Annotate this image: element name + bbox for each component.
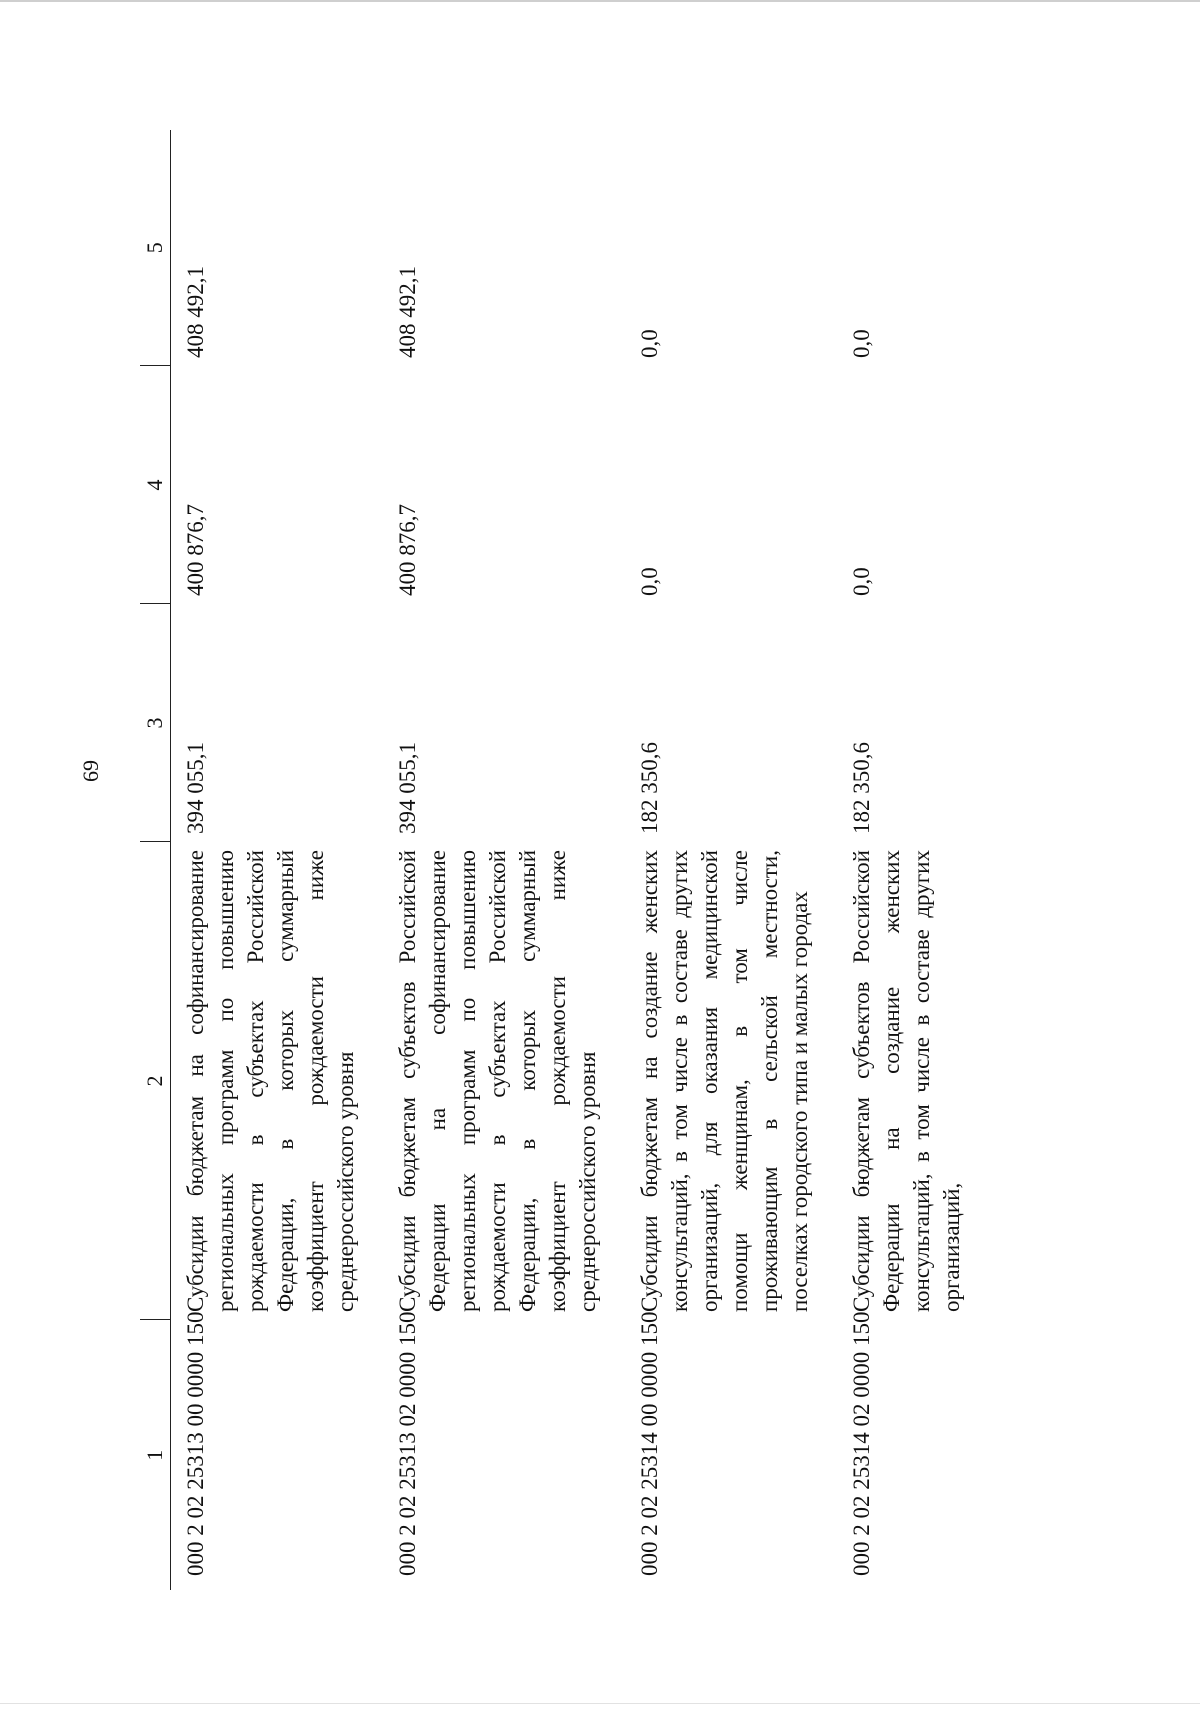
row-value-col4: 400 876,7	[395, 504, 420, 596]
row-code: 000 2 02 25314 02 0000 150	[849, 1311, 874, 1576]
row-code: 000 2 02 25313 02 0000 150	[395, 1311, 420, 1576]
row-value-col3: 394 055,1	[183, 742, 208, 834]
table-header-row	[140, 130, 171, 1590]
header-col-2: 2	[140, 842, 171, 1320]
row-value-col5: 0,0	[637, 329, 662, 358]
row-value-col4: 400 876,7	[183, 504, 208, 596]
table-row	[171, 130, 384, 1590]
row-code: 000 2 02 25314 00 0000 150	[637, 1311, 662, 1576]
row-description: Субсидии бюджетам субъектов Российской Федерации на создание женских консультаций, в том числе в составе других организаций,	[849, 850, 964, 1312]
budget-table	[140, 130, 989, 1590]
row-value-col5: 0,0	[849, 329, 874, 358]
row-description: Субсидии бюджетам на софинансирование региональных программ по повышению рождаемости в субъектах Российской Федерации, в которых суммарный коэффициент рождаемости ниже среднероссийского уровня	[183, 850, 358, 1312]
header-col-1: 1	[142, 1449, 167, 1461]
row-description: Субсидии бюджетам субъектов Российской Федерации на софинансирование региональных программ по повышению рождаемости в субъектах Российской Федерации, в которых суммарный коэффициент рождаемости ниже среднероссийского уровня	[395, 850, 600, 1312]
row-value-col4: 0,0	[849, 567, 874, 596]
row-code: 000 2 02 25313 00 0000 150	[183, 1311, 208, 1576]
header-col-4: 4	[140, 366, 171, 604]
row-value-col5: 408 492,1	[395, 266, 420, 358]
row-value-col3: 182 350,6	[637, 742, 662, 834]
table-row	[383, 130, 625, 1590]
row-value-col4: 0,0	[637, 567, 662, 596]
row-value-col3: 182 350,6	[849, 742, 874, 834]
row-description: Субсидии бюджетам на создание женских консультаций, в том числе в составе других организаций, для оказания медицинской помощи женщинам, в том числе проживающим в сельской местности, поселках городского типа и малых городах	[637, 850, 812, 1312]
header-col-3: 3	[140, 604, 171, 842]
row-value-col3: 394 055,1	[395, 742, 420, 834]
row-value-col5: 408 492,1	[183, 266, 208, 358]
header-col-5: 5	[140, 130, 171, 366]
table-row	[625, 130, 837, 1590]
table-row	[837, 130, 989, 1590]
page-number: 69	[78, 760, 103, 782]
